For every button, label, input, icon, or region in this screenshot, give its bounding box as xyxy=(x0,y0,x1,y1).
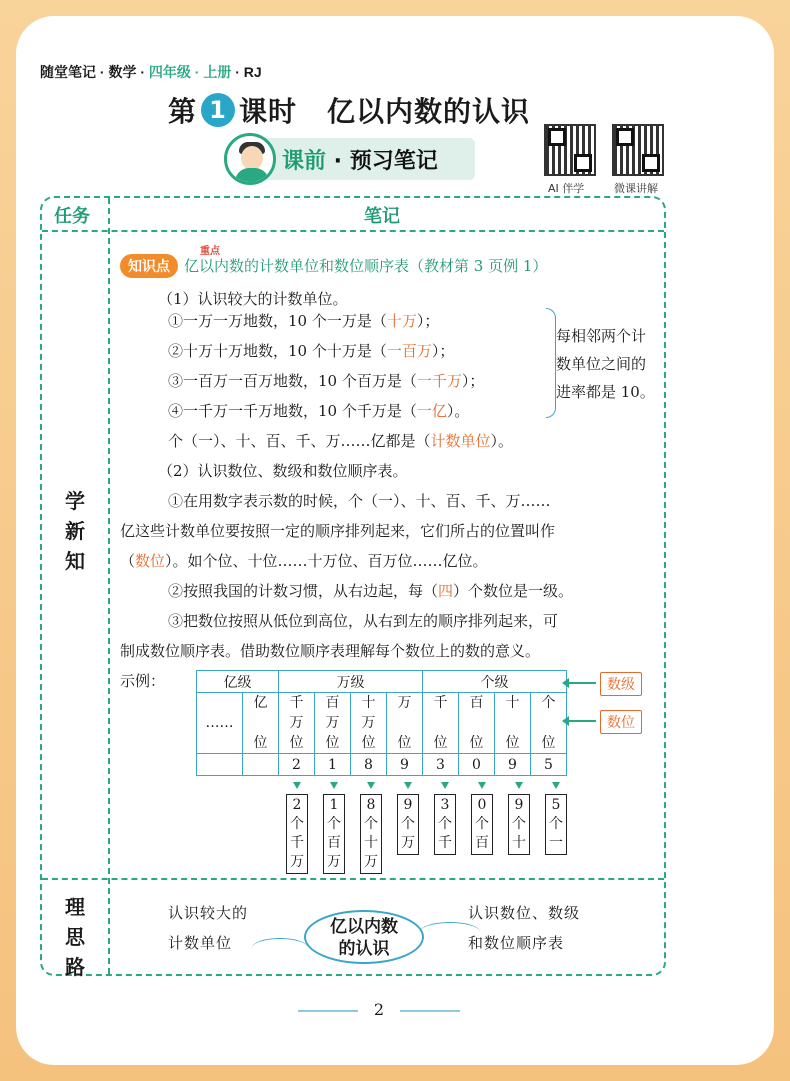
position-cell: 万 位 xyxy=(387,693,423,754)
arrow-down-icon xyxy=(441,782,449,789)
position-cell: 十 万 位 xyxy=(351,693,387,754)
paragraph: ①在用数字表示数的时候，个（一）、十、百、千、万…… xyxy=(168,492,551,510)
knowledge-heading xyxy=(120,254,547,278)
group-cell: 个级 xyxy=(423,671,567,693)
qr-label-ai: AI 伴学 xyxy=(548,182,585,195)
lesson-number-badge: 1 xyxy=(201,93,235,127)
meaning-box: 2 个 千 万 xyxy=(286,794,308,874)
position-cell: 千 万 位 xyxy=(279,693,315,754)
meaning-box: 3 个 千 xyxy=(434,794,456,855)
lesson-name: 亿以内数的认识 xyxy=(327,95,531,128)
digit-cell: 9 xyxy=(495,754,531,776)
paragraph: 亿这些计数单位要按照一定的顺序排列起来，它们所占的位置叫作 xyxy=(120,522,556,540)
header-grade: 四年级 · 上册 xyxy=(148,64,232,80)
side-note-line: 数单位之间的 xyxy=(556,355,647,373)
paragraph: （数位）。如个位、十位……十万位、百万位……亿位。 xyxy=(120,552,488,570)
page-title xyxy=(168,90,530,130)
page-number-text: 2 xyxy=(373,1000,385,1019)
digit-cell: 9 xyxy=(387,754,423,776)
mind-right-line: 和数位顺序表 xyxy=(468,934,565,952)
paragraph: ③把数位按照从低位到高位，从右到左的顺序排列起来，可 xyxy=(168,612,559,630)
tag-level: 数级 xyxy=(600,672,642,696)
column-notes-header: 笔记 xyxy=(364,206,400,227)
position-cell: 百 万 位 xyxy=(315,693,351,754)
title-post: 课时 xyxy=(239,95,298,128)
qr-label-video: 微课讲解 xyxy=(614,182,658,195)
side-note-line: 每相邻两个计 xyxy=(556,327,647,345)
meaning-box: 0 个 百 xyxy=(471,794,493,855)
knowledge-title: 亿以内数的计数单位和数位顺序表（教材第 3 页例 1） xyxy=(184,257,548,275)
meaning-box: 5 个 一 xyxy=(545,794,567,855)
place-value-table xyxy=(196,670,567,776)
running-header xyxy=(40,62,262,82)
arrow-down-icon xyxy=(552,782,560,789)
qr-code-icon[interactable] xyxy=(612,124,664,176)
arrow-left-icon xyxy=(564,720,596,722)
arrow-down-icon xyxy=(293,782,301,789)
unit-item: ④一千万一千万地数，10 个千万是（一亿）。 xyxy=(168,402,470,420)
digit-cell: 8 xyxy=(351,754,387,776)
teacher-avatar-icon xyxy=(224,133,276,185)
digit-cell: 3 xyxy=(423,754,459,776)
meaning-box: 1 个 百 万 xyxy=(323,794,345,874)
paragraph: 制成数位顺序表。借助数位顺序表理解每个数位上的数的意义。 xyxy=(120,642,541,660)
answer-text: 一亿 xyxy=(416,402,447,420)
section-banner xyxy=(230,138,475,180)
digit-cell: 2 xyxy=(279,754,315,776)
arrow-down-icon xyxy=(330,782,338,789)
digit-cell xyxy=(197,754,243,776)
header-prefix: 随堂笔记 · 数学 · xyxy=(40,64,149,80)
brace-bracket xyxy=(546,308,556,418)
answer-text: 一百万 xyxy=(386,342,432,360)
qr-code-icon[interactable] xyxy=(544,124,596,176)
paragraph: （1）认识较大的计数单位。 xyxy=(158,290,348,308)
tag-place: 数位 xyxy=(600,710,642,734)
banner-part1: 课前 xyxy=(282,148,327,174)
position-cell: 百 位 xyxy=(459,693,495,754)
paragraph: ②按照我国的计数习惯，从右边起，每（四）个数位是一级。 xyxy=(168,582,574,600)
digit-cell: 1 xyxy=(315,754,351,776)
meaning-box: 9 个 万 xyxy=(397,794,419,855)
answer-text: 计数单位 xyxy=(430,432,491,450)
arrow-down-icon xyxy=(515,782,523,789)
unit-item: ②十万十万地数，10 个十万是（一百万）； xyxy=(168,342,455,360)
position-cell: 千 位 xyxy=(423,693,459,754)
meaning-box: 8 个 十 万 xyxy=(360,794,382,874)
row-label-learn: 学新知 xyxy=(65,489,85,573)
notes-table xyxy=(40,196,666,979)
meaning-box: 9 个 十 xyxy=(508,794,530,855)
mind-center-bubble: 亿以内数 的认识 xyxy=(304,910,424,964)
connector-curve xyxy=(252,938,308,958)
header-suffix: · RJ xyxy=(231,64,262,80)
ellipsis-cell: …… xyxy=(197,693,243,754)
banner-text xyxy=(282,144,438,175)
key-point-badge: 重点 xyxy=(200,246,220,257)
mind-left-line: 认识较大的 xyxy=(168,904,249,922)
arrow-down-icon xyxy=(404,782,412,789)
arrow-down-icon xyxy=(367,782,375,789)
paragraph: （2）认识数位、数级和数位顺序表。 xyxy=(158,462,408,480)
units-line: 个（一）、十、百、千、万……亿都是（计数单位）。 xyxy=(168,432,514,450)
mind-left-line: 计数单位 xyxy=(168,934,233,952)
position-cell: 十 位 xyxy=(495,693,531,754)
unit-item: ③一百万一百万地数，10 个百万是（一千万）； xyxy=(168,372,485,390)
unit-item: ①一万一万地数，10 个一万是（十万）； xyxy=(168,312,440,330)
row-label-think: 理思路 xyxy=(65,895,85,979)
digit-cell xyxy=(243,754,279,776)
answer-text: 一千万 xyxy=(416,372,462,390)
position-cell: 个 位 xyxy=(531,693,567,754)
page-number xyxy=(0,1000,758,1019)
answer-text: 四 xyxy=(438,582,454,600)
position-cell: 亿 位 xyxy=(243,693,279,754)
arrow-down-icon xyxy=(478,782,486,789)
digit-cell: 5 xyxy=(531,754,567,776)
mind-right-line: 认识数位、数级 xyxy=(468,904,581,922)
answer-text: 十万 xyxy=(386,312,417,330)
column-task-header: 任务 xyxy=(54,206,90,227)
digit-cell: 0 xyxy=(459,754,495,776)
side-note-line: 进率都是 10。 xyxy=(556,383,655,401)
banner-part2: 预习笔记 xyxy=(349,148,438,174)
banner-dot: · xyxy=(326,148,350,174)
knowledge-tag: 知识点 xyxy=(120,254,178,278)
title-pre: 第 xyxy=(168,95,198,128)
group-cell: 亿级 xyxy=(197,671,279,693)
group-cell: 万级 xyxy=(279,671,423,693)
arrow-left-icon xyxy=(564,682,596,684)
example-label: 示例： xyxy=(120,672,166,690)
answer-text: 数位 xyxy=(135,552,166,570)
